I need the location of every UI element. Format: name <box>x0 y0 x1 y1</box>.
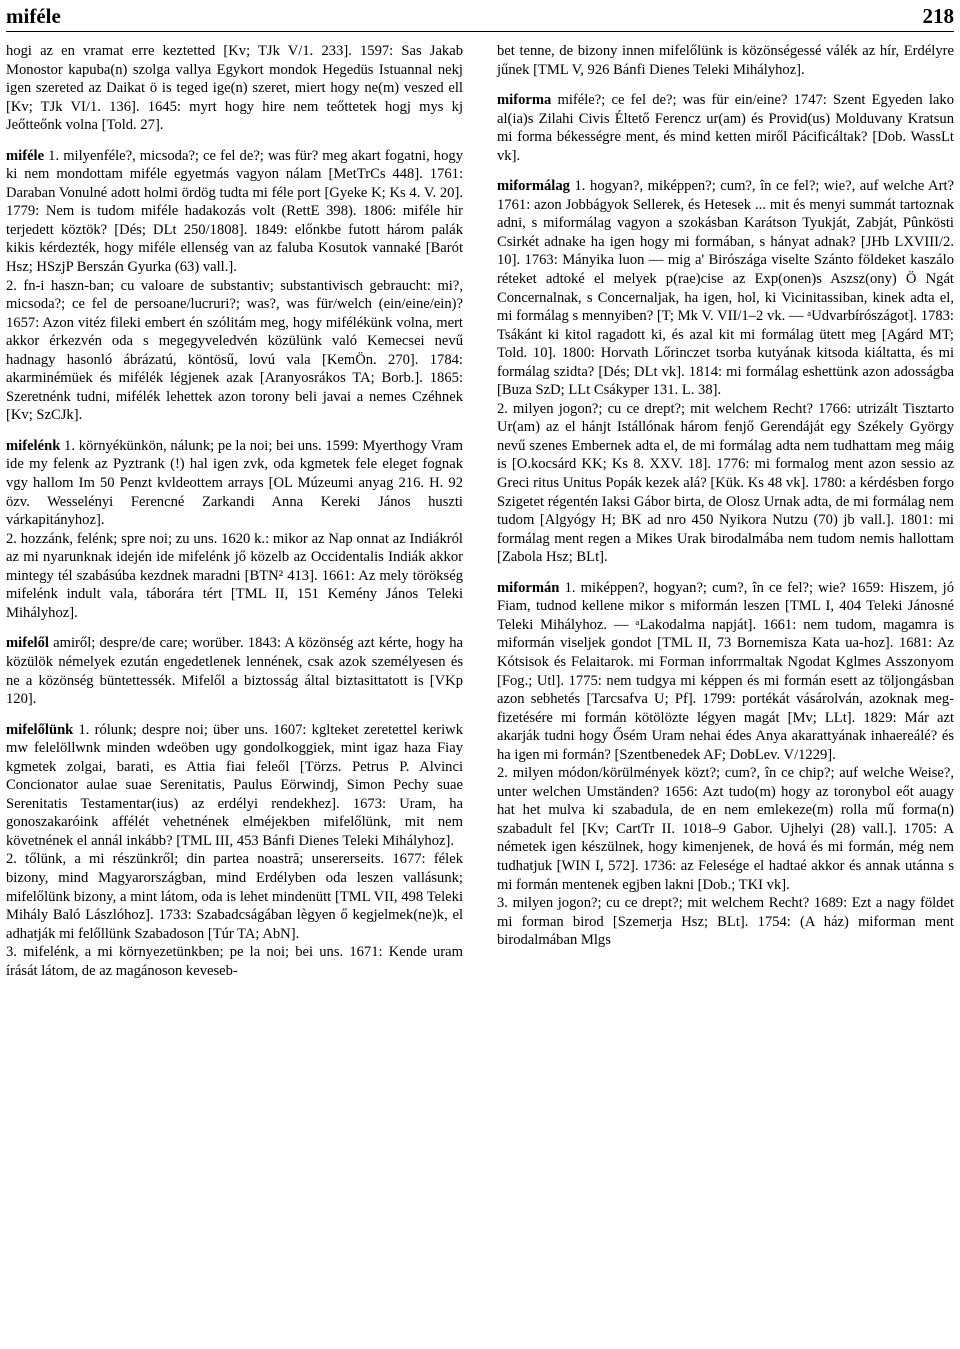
dictionary-entry <box>6 147 463 277</box>
headword: mifelőlünk <box>6 721 74 738</box>
dictionary-entry <box>6 634 463 708</box>
page-header <box>6 4 954 32</box>
header-divider <box>6 31 954 32</box>
headword: miforma <box>497 92 552 109</box>
entry-paragraph <box>6 42 463 135</box>
entry-text: 1. hogyan?, miképpen?; cum?, în ce fel?; wie?, auf welche Art? 1761: azon Jobbágyok Sellerek, és Hetesek ... mit és menyi summát tartoznak adni, s miformálag vagyon a szokásban Karátson Tyukját, Zabját, Pûnkösti Csirkét adnake ha igen hogy mi formában, s hányat adnak? [JHb LXVIII/2. 10]. 1763: Mányika luon — mig a' Birószága viselte Szánto földeket kaszálo réteket adtoké el melyek p(rae)cise az Exp(onen)s Aszsz(ony) Ö Ngát Concernalnak, s Concernaljak, ha igen, hol, ki Vicinitassiban, kinek adta el, mi formálag s mennyiben? [T; Mk V. VII/1–2 vk. — ᵃUdvarbírószágot]. 1783: Tsákánt ki kitol ragadott ki, és azal kit mi formálag ütett meg [Agárd MT; Told. 10]. 1800: Horvath Lőrinczet tsorba kutyának kitsoda kiáltatta, és mi formálag szidta? [Dés; DLt vk]. 1814: mi formálag eshettünk azon adosságba [Buza SzD; LLt Csákyper 131. L. 38]. <box>497 178 954 399</box>
headword: miformálag <box>497 178 570 195</box>
entry-text: 2. fn-i haszn-ban; cu valoare de substantiv; substantivisch gebraucht: mi?, micsoda?; ce fel de persoane/lucruri?; was?, was für/welch (ein/eine/ein)? 1657: Azon vitéz fileki embert én szólitám meg, hogy mifélékünk volna, mert akkor érkezvén oda s megegyveledvén közülünk való Kemecsei nevű hadnagy hasonló ábrázatú, köntösű, lovú vala [KemÖn. 270]. 1784: akarminémüek és mifélék légjenek azak [Aranyosrákos TA; Borb.]. 1865: Szeretnénk tudni, mifélék lehettek azon torony beli javai a nemes Czéhnek [Kv; SzCJk]. <box>6 277 463 424</box>
running-head-word: miféle <box>6 4 61 28</box>
entry-paragraph <box>6 277 463 425</box>
page-number: 218 <box>922 4 954 28</box>
entry-text: 3. mifelénk, a mi környezetünkben; pe la noi; bei uns. 1671: Kende uram írását látom, de az magánoson keveseb- <box>6 944 463 979</box>
dictionary-entry <box>497 177 954 400</box>
right-column <box>497 42 954 950</box>
entry-paragraph <box>497 42 954 79</box>
headword: mifelénk <box>6 437 61 454</box>
entry-paragraph <box>6 850 463 943</box>
entry-paragraph <box>497 400 954 567</box>
entry-text: 1. rólunk; despre noi; über uns. 1607: kglteket zeretettel keriwk mw felelöllwnk minden wdeöben ugy gondolkoggiek, mint igaz haza Fiay kgmetek zolgai, barati, es Attia fiai feleől [Törzs. Petrus P. Alvinci Concionator aulae suae Serenitatis, Paulus Eörwindj, Simon Pechy suae Serenitatis Testamentar(ius) az erdélyi rendekhez]. 1673: Uram, ha gonoszakaróink affélét vehetnének elméjekben mifelőlünk, mit nem követnének el annál inkább? [TML III, 453 Bánfi Dienes Teleki Mihályhoz]. <box>6 721 463 849</box>
entry-paragraph <box>6 530 463 623</box>
entry-text: 2. milyen jogon?; cu ce drept?; mit welchem Recht? 1766: utrizált Tisztarto Ur(am) az el hánjt Istállónak három fenjő Gerendáját egy Székely György nevű szenes Embernek adta el, de mi formálag adta nem tudhattam meg máig is [O.kocsárd KK; Ks 8. XXV. 18]. 1776: mi formalog ment azon sessio az Greci ritus Unitus Popák kezek alá? [Kük. Ks 48 vk]. 1780: a kérdésben forgo Szigetet régentén Iaksi Gábor birta, de Olosz Urnak adta, de mi formálag nem tudom [Algyógy H; BK ad nro 450 Nyikora Nutzu (70) jb vall.]. 1801: mi formálag ment regen a Mikes Urak birodalmába nem tudom nemis hallottam [Zabola Hsz; BLt]. <box>497 400 954 566</box>
dictionary-entry <box>6 437 463 530</box>
entry-paragraph <box>6 943 463 980</box>
entry-text: 1. milyenféle?, micsoda?; ce fel de?; was für? meg akart fogatni, hogy ki nem mondottam miféle egyetmás vagyon nálam [MetTrCs 448]. 1761: Daraban Vonulné adott holmi ördög tudta mi féle port [Gyeke K; Ks 4. V. 20]. 1779: Nem is tudom miféle hadakozás volt (RettE 398). 1806: miféle hir terjedett köztök? [Dés; DLt 250/1808]. 1849: előnkbe futott három palák kikis kérdezték, hogy miféle ellenség van az faluba Kosutok vannaké [Barót Hsz; HSzjP Berszán Gyurka (63) vall.]. <box>6 147 463 276</box>
entry-text: 1. környékünkön, nálunk; pe la noi; bei uns. 1599: Myerthogy Vram ide my felenk az Pyztrank (!) hal igen zvk, oda kgmetek fele eleget fognak vgy hallom Im 50 Penzt kvldeottem arrays [OL Múzeumi anyag 216. H. 92 özv. Wesselényi Ferencné Zarkandi Anna Kereki János huszti várkapitányhoz]. <box>6 437 463 529</box>
entry-text: 2. tőlünk, a mi részünkről; din partea noastră; unsererseits. 1677: félek bizony, mind Magyarországban, mind Erdélyben oda leszen vallásunk; mifelőlünk bizony, a mint látom, oda is lehet mindenütt [TML VII, 498 Teleki Mihály Baló Lászlóhoz]. 1733: Szabadcságában lègyen ő kegjelmek(ne)k, el adhatják mi felőllünk Szabadoson [Túr TA; AbN]. <box>6 851 463 942</box>
headword: miformán <box>497 579 560 596</box>
entry-text: amiről; despre/de care; worüber. 1843: A közönség azt kérte, hogy ha közülök némelyek ezután engedetlenek lennének, csak azok személyesen és ne a közönség büntettessék. Mifelől a biztosság által biztasittatott is [VKp 120]. <box>6 635 463 708</box>
entry-text: 3. milyen jogon?; cu ce drept?; mit welchem Recht? 1689: Ezt a nagy földet mi forman birod [Szemerja Hsz; BLt]. 1754: (A ház) miforman ment birodalmában Mlgs <box>497 895 954 949</box>
headword: mifelől <box>6 635 49 652</box>
entry-text: 2. hozzánk, felénk; spre noi; zu uns. 1620 k.: mikor az Nap onnat az Indiákról az mi nyarunknak idején ide mifelénk jő közelb az Occidentalis Indiák akkor mintegy tél szabásúba kezdnek maradni [BTN² 413]. 1661: Az mely törökség mifelénk indult vala, táborára tért [TML II, 151 Kemény János Teleki Mihályhoz]. <box>6 530 463 621</box>
entry-text: bet tenne, de bizony innen mifelőlünk is közönségessé válék az hír, Erdélyre jűnek [TML V, 926 Bánfi Dienes Teleki Mihályhoz]. <box>497 43 954 78</box>
headword: miféle <box>6 147 45 164</box>
dictionary-entry <box>497 91 954 165</box>
entry-paragraph <box>497 764 954 894</box>
entry-paragraph <box>497 894 954 950</box>
entry-text: 2. milyen módon/körülmények közt?; cum?, în ce chip?; auf welche Weise?, unter welchen Umständen? 1656: Azt tudo(m) hogy az toronybol eőt auagy hat het mulva ki szabadula, de en nem emlekeze(m) rolla mű forma(n) szabadult fel [Kv; CartTr II. 1018–9 Gabor. Ujhelyi (28) vall.]. 1705: A németek igen készülnek, hogy kimenjenek, de hová és mi formán, még nem tudhatjuk [WIN I, 572]. 1736: az Felesége el hadtaé akkor és annak utánna s mi formán mentenek egjben lakni [Dob.; TKI vk]. <box>497 765 954 893</box>
entry-text: miféle?; ce fel de?; was für ein/eine? 1747: Szent Egyeden lako al(ia)s Zilahi Civis Éltető Ferencz ur(am) és Provid(us) Molduvany Kratsun mi forma békességre ment, és mind ketten miről Pácificáltak? [Dob. WassLt vk]. <box>497 92 954 164</box>
dictionary-entry <box>497 579 954 764</box>
entry-text: 1. miképpen?, hogyan?; cum?, în ce fel?; wie? 1659: Hiszem, jó Fiam, tudnod kellene mikor s miformán leszen [TML I, 404 Teleki Jánosné Teleki Mihályhoz. — ᵃLakodalma napját]. 1661: nem tudom, magamra is miformán viseljek gondot [TML II, 73 Bornemisza Kata ua-hoz]. 1681: Az Kótsisok és Felaitarok. mi Forman inforrmaltak Ngodat Kglmes Asszonyom [Fog.; Utl]. 1775: nem tudgya mi képpen és mi formán esett az töljongásban azon sebhetés [Tarcsafva U; Pf]. 1799: portékát vásárolván, azoknak meg-fizetésére mi formán kötölözte légyen magát [Mv; LLt]. 1829: Már azt akarják tudni hogy Ősém Uram nehai édes Anya akarattyának inhaereálé? és ha igen mi formán? [Szentbenedek AF; DobLev. V/1229]. <box>497 579 954 763</box>
left-column <box>6 42 463 980</box>
dictionary-entry <box>6 721 463 851</box>
entry-text: hogi az en vramat erre keztetted [Kv; TJk V/1. 233]. 1597: Sas Jakab Monostor kapuba(n) szolga vallya Egykort mondok Hegedüs Istuannal nekj igen szereted az Daikat ö is teged ige(n) szeret, miert hogy ne(m) veszed ell [Kv; TJk VI/1. 136]. 1645: myrt hogy hire nem teőttetek hogj mys kj Jeőtteőnk volna [Told. 27]. <box>6 43 463 134</box>
